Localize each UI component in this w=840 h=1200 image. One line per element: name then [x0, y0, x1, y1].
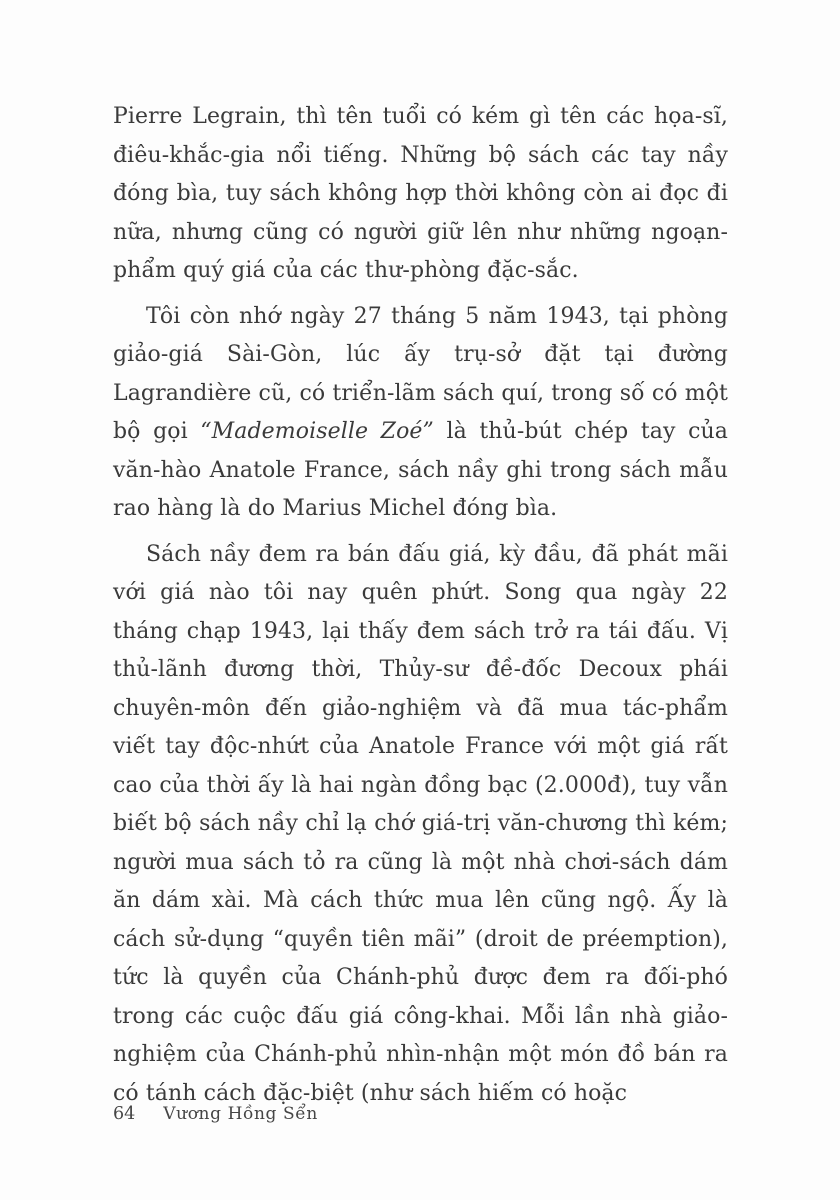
paragraph [113, 536, 728, 1114]
paragraph [113, 98, 728, 291]
book-title-italic: “Mademoiselle Zoé” [200, 419, 434, 444]
page-text [113, 98, 728, 1120]
paragraph-text: Pierre Legrain, thì tên tuổi có kém gì tên các họa-sĩ, điêu-khắc-gia nổi tiếng. Những bộ sách các tay nầy đóng bìa, tuy sách không hợp thời không còn ai đọc đi nữa, nhưng cũng có người giữ lên như những ngoạn-phẩm quý giá của các thư-phòng đặc-sắc. [113, 104, 728, 283]
page-number: 64 [113, 1104, 136, 1124]
paragraph-text: Tôi còn nhớ ngày 27 tháng 5 năm 1943, tại phòng giảo-giá Sài-Gòn, lúc ấy trụ-sở đặt tại đường Lagrandière cũ, có triển-lãm sách quí, trong số có một bộ gọi [113, 303, 728, 444]
running-author: Vương Hồng Sển [163, 1104, 318, 1124]
paragraph [113, 298, 728, 529]
page-footer [113, 1104, 318, 1124]
paragraph-text: Sách nầy đem ra bán đấu giá, kỳ đầu, đã phát mãi với giá nào tôi nay quên phứt. Song qua ngày 22 tháng chạp 1943, lại thấy đem sách trở ra tái đấu. Vị thủ-lãnh đương thời, Thủy-sư đề-đốc Decoux phái chuyên-môn đến giảo-nghiệm và đã mua tác-phẩm viết tay độc-nhứt của Anatole France với một giá rất cao của thời ấy là hai ngàn đồng bạc (2.000đ), tuy vẫn biết bộ sách nầy chỉ lạ chớ giá-trị văn-chương thì kém; người mua sách tỏ ra cũng là một nhà chơi-sách dám ăn dám xài. Mà cách thức mua lên cũng ngộ. Ấy là cách sử-dụng “quyền tiên mãi” (droit de préemption), tức là quyền của Chánh-phủ được đem ra đối-phó trong các cuộc đấu giá công-khai. Mỗi lần nhà giảo-nghiệm của Chánh-phủ nhìn-nhận một món đồ bán ra có tánh cách đặc-biệt (như sách hiếm có hoặc [113, 541, 728, 1106]
paragraph-text: là thủ-bút chép tay của văn-hào Anatole France, sách nầy ghi trong sách mẫu rao hàng là do Marius Michel đóng bìa. [113, 419, 728, 521]
